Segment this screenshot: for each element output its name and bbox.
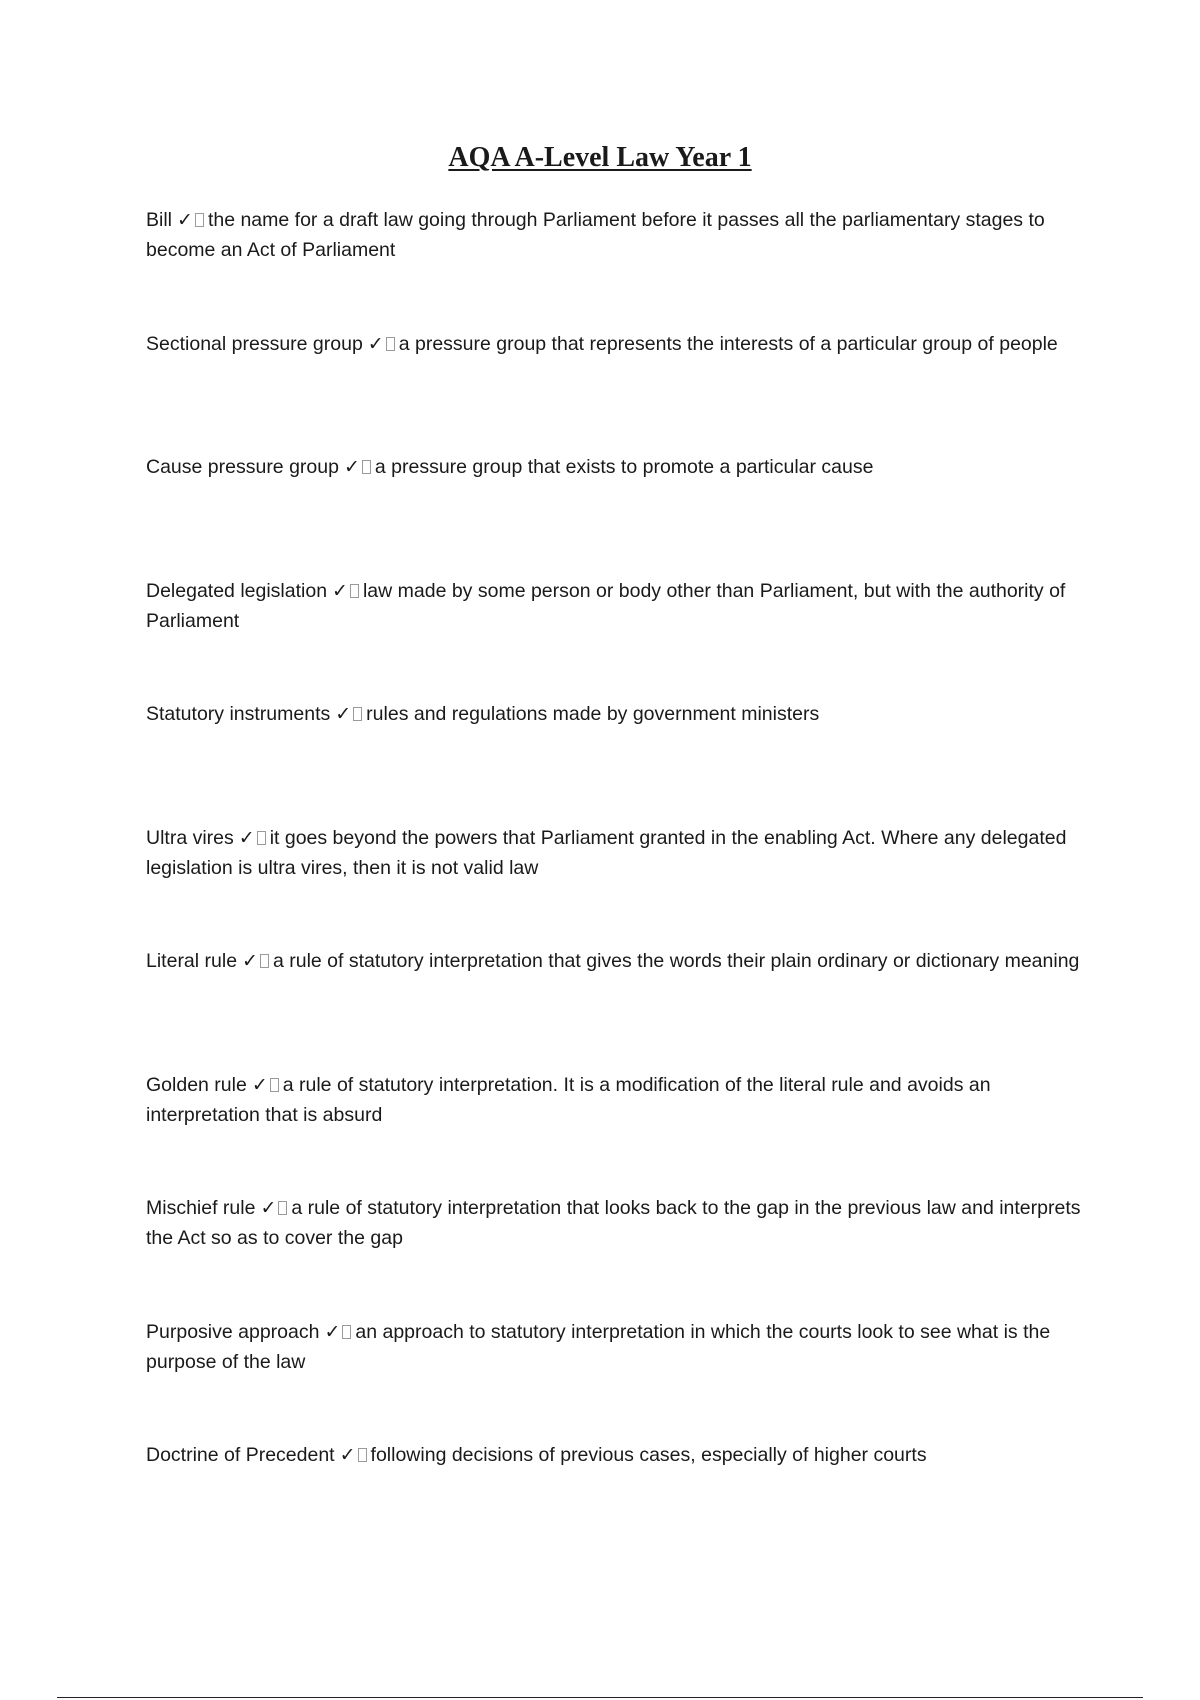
entry-definition: a pressure group that exists to promote a particular cause [374,456,874,478]
missing-glyph-box-icon [257,831,266,845]
page-title: AQA A-Level Law Year 1 [448,142,752,173]
missing-glyph-box-icon [362,460,371,474]
missing-glyph-box-icon [260,954,269,968]
glossary-entry [146,1317,1081,1441]
checkmark-icon: ✓ [260,1197,277,1219]
checkmark-icon: ✓ [324,1320,341,1343]
entry-definition: rules and regulations made by government ministers [366,703,820,725]
entry-term: Mischief rule [146,1197,256,1219]
checkmark-icon: ✓ [335,703,352,725]
entry-definition: it goes beyond the powers that Parliament granted in the enabling Act. Where any delegated legislation is ultra vires, then it is not valid law [146,826,1067,879]
glossary-entry [146,452,1081,576]
entry-definition: an approach to statutory interpretation in which the courts look to see what is the purpose of the law [146,1320,1051,1373]
entry-term: Golden rule [146,1073,247,1096]
glossary-entry [146,576,1081,700]
checkmark-icon: ✓ [332,579,348,602]
checkmark-icon: ✓ [238,826,255,849]
entry-definition: following decisions of previous cases, especially of higher courts [370,1444,927,1466]
entry-term: Sectional pressure group [146,332,363,355]
footer-divider [57,1697,1143,1698]
glossary-entry [146,946,1081,1070]
checkmark-icon: ✓ [242,950,258,972]
entry-definition: a pressure group that represents the interests of a particular group of people [398,332,1058,355]
glossary-entry [146,823,1081,947]
checkmark-icon: ✓ [177,209,193,231]
glossary-entry [146,1070,1081,1194]
glossary-entry [146,1193,1081,1317]
missing-glyph-box-icon [350,584,359,598]
checkmark-icon: ✓ [339,1444,356,1466]
missing-glyph-box-icon [342,1325,351,1339]
missing-glyph-box-icon [195,213,204,227]
entry-definition: a rule of statutory interpretation. It is a modification of the literal rule and avoids an interpretation that is absurd [146,1073,991,1126]
entry-definition: the name for a draft law going through Parliament before it passes all the parliamentary stages to become an Act of Parliament [146,209,1045,261]
entry-term: Delegated legislation [146,579,328,602]
missing-glyph-box-icon [386,337,395,351]
missing-glyph-box-icon [353,707,362,721]
entry-term: Literal rule [146,950,238,972]
missing-glyph-box-icon [270,1078,279,1092]
entry-term: Ultra vires [146,826,234,849]
missing-glyph-box-icon [358,1448,367,1462]
glossary-list [146,205,1081,1564]
glossary-entry [146,699,1081,823]
entry-definition: law made by some person or body other than Parliament, but with the authority of Parliament [146,579,1066,632]
entry-definition: a rule of statutory interpretation that looks back to the gap in the previous law and interprets the Act so as to cover the gap [146,1197,1081,1249]
checkmark-icon: ✓ [343,456,360,478]
entry-term: Cause pressure group [146,456,339,478]
glossary-entry [146,1440,1081,1564]
glossary-entry [146,205,1081,329]
entry-term: Bill [146,209,173,231]
checkmark-icon: ✓ [251,1073,268,1096]
entry-definition: a rule of statutory interpretation that gives the words their plain ordinary or dictionary meaning [272,950,1080,972]
checkmark-icon: ✓ [367,332,384,355]
missing-glyph-box-icon [278,1201,287,1215]
entry-term: Purposive approach [146,1320,320,1343]
glossary-entry [146,329,1081,453]
entry-term: Statutory instruments [146,703,331,725]
entry-term: Doctrine of Precedent [146,1444,335,1466]
